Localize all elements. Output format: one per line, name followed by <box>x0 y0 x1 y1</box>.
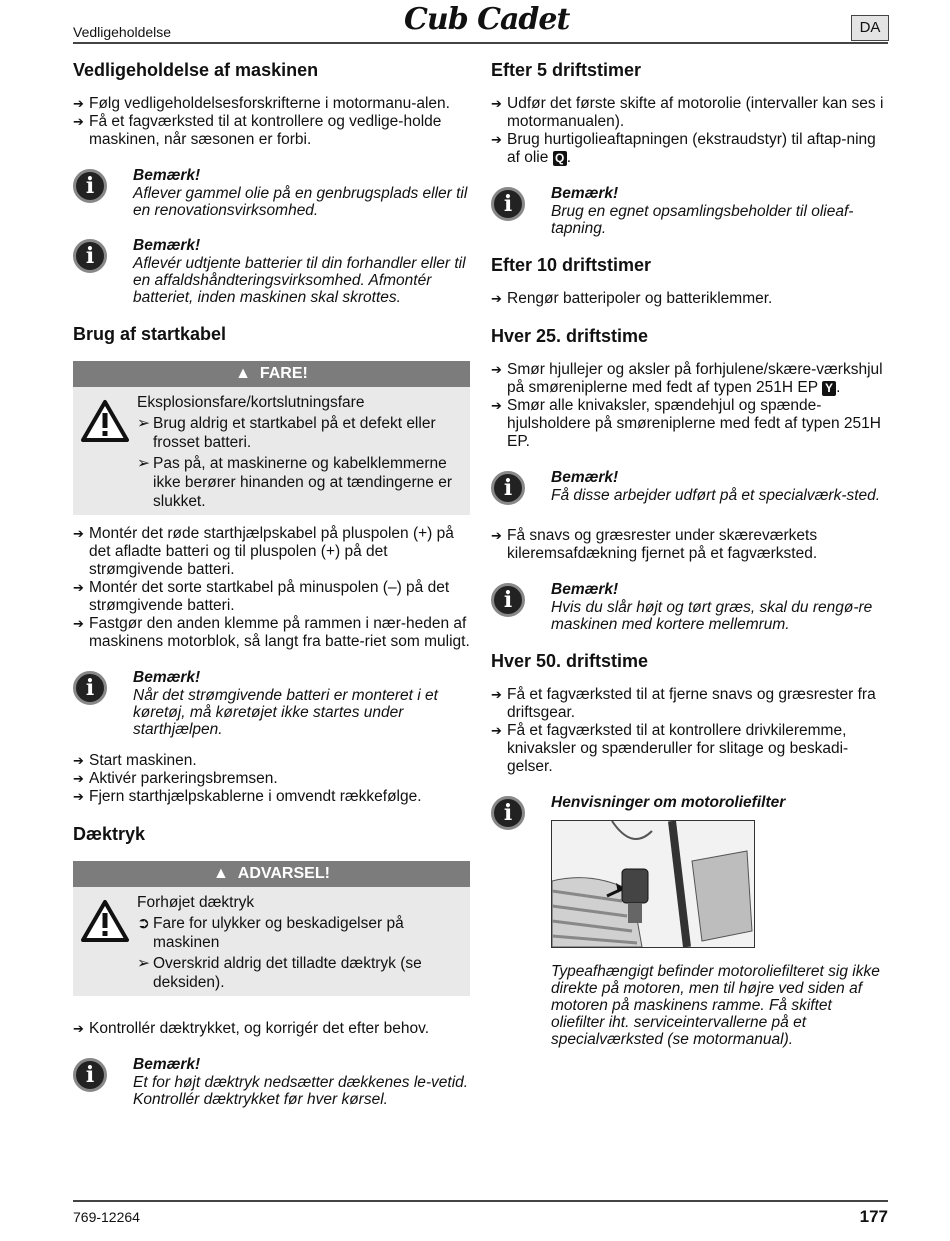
info-icon: i <box>491 796 525 830</box>
heading-after-5-hours: Efter 5 driftstimer <box>491 60 642 80</box>
caution-item: ➲ Fare for ulykker og beskadigelser på maskinen <box>137 915 404 951</box>
note-title: Bemærk! <box>551 469 619 486</box>
note-old-oil <box>73 167 470 219</box>
note-title: Bemærk! <box>133 1056 201 1073</box>
list-item: ➔ Montér det sorte startkabel på minuspolen (–) på det strømgivende batteri. <box>73 579 450 614</box>
info-icon: i <box>491 187 525 221</box>
heading-every-25-hours: Hver 25. driftstime <box>491 326 649 346</box>
header-section-title: Vedligeholdelse <box>73 24 172 40</box>
list-item: ➔ Smør hjullejer og aksler på forhjulene/skære-værkshjul på smøreniplerne med fedt af typen 251H EP Y . <box>491 361 883 396</box>
note-text: Hvis du slår højt og tørt græs, skal du rengø-re maskinen med kortere mellemrum. <box>551 599 873 633</box>
arrow-icon: ➔ <box>73 96 84 111</box>
page-number: 177 <box>859 1207 888 1226</box>
document-number: 769-12264 <box>73 1209 140 1225</box>
list-item: ➔ Få et fagværksted til at fjerne snavs og græsrester fra driftsgear. <box>491 686 876 721</box>
note-batteries <box>73 237 470 306</box>
note-text: Brug en egnet opsamlingsbeholder til olieaf-tapning. <box>551 203 854 237</box>
header-rule <box>73 42 888 44</box>
note-tire-wear <box>73 1056 470 1108</box>
list-item: ➔ Få snavs og græsrester under skæreværkets kileremsafdækning fjernet på et fagværksted. <box>491 527 818 562</box>
heading-jump-start: Brug af startkabel <box>73 324 227 344</box>
danger-box <box>73 361 470 515</box>
note-text: Et for højt dæktryk nedsætter dækkenes le-vetid. Kontrollér dæktrykket før hver kørsel. <box>133 1074 469 1108</box>
footer-rule <box>73 1200 888 1202</box>
heading-after-10-hours: Efter 10 driftstimer <box>491 255 652 275</box>
note-vehicle-battery <box>73 669 470 738</box>
note-title: Bemærk! <box>551 185 619 202</box>
info-icon: i <box>73 239 107 273</box>
list-item: ➔ Få et fagværksted til at kontrollere og vedlige-holde maskinen, når sæsonen er forbi. <box>73 113 442 148</box>
danger-bar: ▲ FARE! <box>73 361 470 387</box>
reference-badge-q: Q <box>553 151 567 166</box>
list-item: ➔ Brug hurtigolieaftapningen (ekstraudstyr) til aftap-ning af olie Q . <box>491 131 876 166</box>
info-icon: i <box>491 471 525 505</box>
list-item: ➔ Udfør det første skifte af motorolie (intervaller kan ses i motormanualen). <box>491 95 884 130</box>
list-item: ➔ Aktivér parkeringsbremsen. <box>73 770 278 787</box>
note-text: Aflevér udtjente batterier til din forhandler eller til en affaldshåndteringsvirksomhed. Afmontér batteriet, inden maskinen skal skrottes. <box>133 255 466 306</box>
note-title: Bemærk! <box>551 581 619 598</box>
list-item: ➔ Følg vedligeholdelsesforskrifterne i motormanu-alen. <box>73 95 450 112</box>
note-text: Aflever gammel olie på en genbrugsplads eller til en renovationsvirksomhed. <box>133 185 468 219</box>
note-text: Typeafhængigt befinder motoroliefilteret sig ikke direkte på motoren, men til højre ved siden af motoren på maskinens ramme. Få skiftet oliefilter iht. serviceintervallerne på et specialværksted (se motormanual). <box>551 963 880 1048</box>
caution-bar: ▲ ADVARSEL! <box>73 861 470 887</box>
note-title: Bemærk! <box>133 669 201 686</box>
note-title: Bemærk! <box>133 167 201 184</box>
arrow-icon: ➔ <box>73 114 84 129</box>
note-title: Henvisninger om motoroliefilter <box>551 794 786 811</box>
oil-filter-photo <box>551 820 755 948</box>
list-item: ➔ Start maskinen. <box>73 752 197 769</box>
caution-heading: Forhøjet dæktryk <box>137 894 255 911</box>
info-icon: i <box>73 671 107 705</box>
note-specialist <box>491 469 889 513</box>
jump-start-list <box>73 525 470 651</box>
warning-triangle-icon <box>81 899 129 943</box>
danger-heading: Eksplosionsfare/kortslutningsfare <box>137 394 365 411</box>
list-item: ➔ Montér det røde starthjælpskabel på pluspolen (+) på det afladte batteri og til pluspolen (+) på det strømgivende batteri. <box>73 525 454 578</box>
heading-tire-pressure: Dæktryk <box>73 824 146 844</box>
caution-item: ➢ Overskrid aldrig det tilladte dæktryk (se deksiden). <box>137 955 422 991</box>
reference-badge-y: Y <box>822 381 836 396</box>
every-25-list <box>491 361 889 451</box>
note-dry-grass <box>491 581 889 633</box>
brand-logo: Cub Cadet <box>404 2 570 37</box>
every-50-list <box>491 686 889 776</box>
warning-small-icon: ▲ <box>213 865 229 882</box>
danger-item: ➢ Pas på, at maskinerne og kabelklemmerne ikke berører hinanden og at tændingerne er slukket. <box>137 455 452 510</box>
after-5-list <box>491 95 889 167</box>
after-10-list <box>491 290 889 308</box>
info-icon: i <box>73 169 107 203</box>
info-icon: i <box>73 1058 107 1092</box>
left-column <box>73 60 470 1108</box>
danger-item: ➢ Brug aldrig et startkabel på et defekt eller frosset batteri. <box>137 415 436 451</box>
heading-maintenance: Vedligeholdelse af maskinen <box>73 60 319 80</box>
right-column <box>491 60 889 1048</box>
language-badge: DA <box>851 15 889 41</box>
note-title: Bemærk! <box>133 237 201 254</box>
list-item: ➔ Få et fagværksted til at kontrollere drivkileremme, knivaksler og spænderuller for slitage og beskadi-gelser. <box>491 722 849 775</box>
note-oil-filter <box>491 794 889 1048</box>
warning-triangle-icon <box>81 399 129 443</box>
tire-list <box>73 1020 470 1038</box>
every-25-list-2 <box>491 527 889 563</box>
info-icon: i <box>491 583 525 617</box>
list-item: ➔ Smør alle knivaksler, spændehjul og spænde-hjulsholdere på smøreniplerne med fedt af typen 251H EP. <box>491 397 881 450</box>
note-text: Når det strømgivende batteri er monteret i et køretøj, må køretøjet ikke startes under starthjælpen. <box>133 687 438 738</box>
note-oil-container <box>491 185 889 237</box>
list-item: ➔ Kontrollér dæktrykket, og korrigér det efter behov. <box>73 1020 430 1037</box>
maintenance-list <box>73 95 470 149</box>
note-text: Få disse arbejder udført på et specialværk-sted. <box>551 487 881 504</box>
list-item: ➔ Fjern starthjælpskablerne i omvendt rækkefølge. <box>73 788 422 805</box>
caution-box <box>73 861 470 996</box>
heading-every-50-hours: Hver 50. driftstime <box>491 651 649 671</box>
warning-small-icon: ▲ <box>235 365 251 382</box>
list-item: ➔ Rengør batteripoler og batteriklemmer. <box>491 290 773 307</box>
list-item: ➔ Fastgør den anden klemme på rammen i nær-heden af maskinens motorblok, så langt fra batte-riet som muligt. <box>73 615 470 650</box>
jump-start-list-2 <box>73 752 470 806</box>
